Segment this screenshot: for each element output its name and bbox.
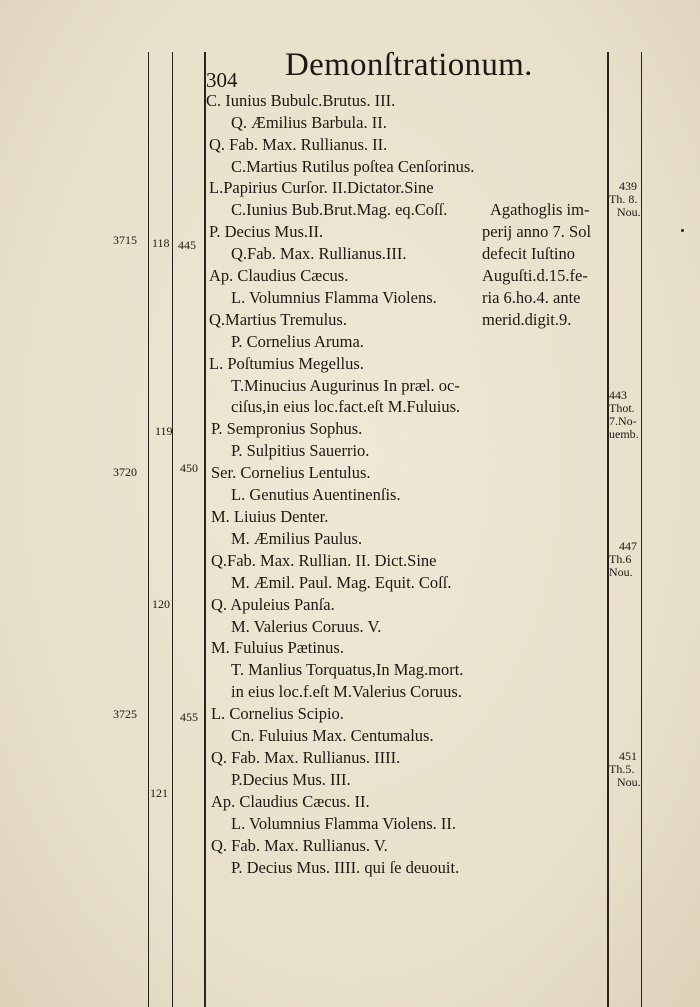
text-line: Ser. Cornelius Lentulus.: [211, 463, 371, 482]
text-line: Q. Fab. Max. Rullianus. II.: [209, 135, 388, 154]
right-note-line: 443: [609, 388, 627, 402]
text-line: M. Liuius Denter.: [211, 507, 329, 526]
year-marker: 3725: [113, 707, 137, 721]
urbs-year-marker: 445: [178, 238, 196, 252]
text-line: Ap. Claudius Cæcus.: [209, 266, 349, 285]
right-margin-note: [609, 389, 639, 441]
olympiad-marker: 121: [150, 786, 168, 800]
text-line: C. Iunius Bubulc.Brutus. III.: [206, 91, 396, 110]
text-line: Ap. Claudius Cæcus. II.: [211, 792, 370, 811]
eclipse-note-line: perij anno 7. Sol: [482, 222, 592, 241]
eclipse-note-line: merid.digit.9.: [482, 310, 572, 329]
text-line: Q.Martius Tremulus.: [209, 310, 347, 329]
text-line: P.Decius Mus. III.: [231, 770, 351, 789]
text-line: P. Decius Mus.II.: [209, 222, 324, 241]
right-note-line: Th.6: [609, 552, 632, 566]
right-note-line: 439: [619, 179, 637, 193]
right-note-line: 451: [619, 749, 637, 763]
column-rule-left-outer: [148, 52, 149, 1007]
right-note-line: Th.5.: [609, 762, 635, 776]
eclipse-note-line: Auguſti.d.15.fe-: [482, 266, 588, 285]
right-margin-note: [609, 540, 637, 579]
urbs-year-marker: 455: [180, 710, 198, 724]
right-note-line: Th. 8.: [609, 192, 638, 206]
right-note-line: uemb.: [609, 427, 639, 441]
year-marker: 3715: [113, 233, 137, 247]
right-note-line: Nou.: [617, 775, 641, 789]
text-line: M. Valerius Coruus. V.: [231, 617, 382, 636]
text-line: Q. Fab. Max. Rullianus. IIII.: [211, 748, 401, 767]
text-line: M. Æmil. Paul. Mag. Equit. Coſſ.: [231, 573, 452, 592]
text-line: Q.Fab. Max. Rullianus.III.: [231, 244, 407, 263]
text-line: P. Sulpitius Sauerrio.: [231, 441, 370, 460]
text-line: T.Minucius Augurinus In præl. oc-: [231, 376, 460, 395]
column-rule-right-outer: [641, 52, 642, 1007]
right-note-line: 447: [619, 539, 637, 553]
text-line: in eius loc.f.eſt M.Valerius Coruus.: [231, 682, 462, 701]
right-note-line: Nou.: [609, 565, 633, 579]
text-line: L. Volumnius Flamma Violens. II.: [231, 814, 456, 833]
eclipse-note-line: defecit Iuſtino: [482, 244, 576, 263]
running-head: Demonſtrationum.: [285, 47, 533, 83]
eclipse-note-line: ria 6.ho.4. ante: [482, 288, 581, 307]
text-line: C.Iunius Bub.Brut.Mag. eq.Coſſ.: [231, 200, 448, 219]
text-line: Cn. Fuluius Max. Centumalus.: [231, 726, 434, 745]
right-note-line: Thot.: [609, 401, 635, 415]
ink-speck: [681, 229, 684, 232]
right-note-line: Nou.: [617, 205, 641, 219]
text-line: L. Poſtumius Megellus.: [209, 354, 364, 373]
olympiad-marker: 119: [155, 424, 173, 438]
text-line: L. Cornelius Scipio.: [211, 704, 344, 723]
text-line: C.Martius Rutilus poſtea Cenſorinus.: [231, 157, 475, 176]
text-line: ciſus,in eius loc.fact.eſt M.Fuluius.: [231, 397, 461, 416]
text-line: P. Decius Mus. IIII. qui ſe deuouit.: [231, 858, 460, 877]
text-line: Q. Fab. Max. Rullianus. V.: [211, 836, 388, 855]
text-line: L. Genutius Auentinenſis.: [231, 485, 401, 504]
column-rule-left-mid: [172, 52, 173, 1007]
olympiad-marker: 118: [152, 236, 170, 250]
olympiad-marker: 120: [152, 597, 170, 611]
text-line: P. Sempronius Sophus.: [211, 419, 363, 438]
year-marker: 3720: [113, 465, 137, 479]
urbs-year-marker: 450: [180, 461, 198, 475]
page-number: 304: [206, 68, 238, 92]
column-rule-left-inner: [204, 52, 206, 1007]
text-line: M. Æmilius Paulus.: [231, 529, 363, 548]
text-line: Q. Apuleius Panſa.: [211, 595, 335, 614]
text-line: Q.Fab. Max. Rullian. II. Dict.Sine: [211, 551, 437, 570]
text-line: Q. Æmilius Barbula. II.: [231, 113, 387, 132]
text-line: L. Volumnius Flamma Violens.: [231, 288, 437, 307]
right-margin-note: [609, 750, 641, 789]
text-line: M. Fuluius Pætinus.: [211, 638, 344, 657]
eclipse-note-line: Agathoglis im-: [490, 200, 590, 219]
text-line: T. Manlius Torquatus,In Mag.mort.: [231, 660, 464, 679]
text-line: L.Papirius Curſor. II.Dictator.Sine: [209, 178, 434, 197]
text-line: P. Cornelius Aruma.: [231, 332, 364, 351]
right-note-line: 7.No-: [609, 414, 637, 428]
right-margin-note: [609, 180, 641, 219]
